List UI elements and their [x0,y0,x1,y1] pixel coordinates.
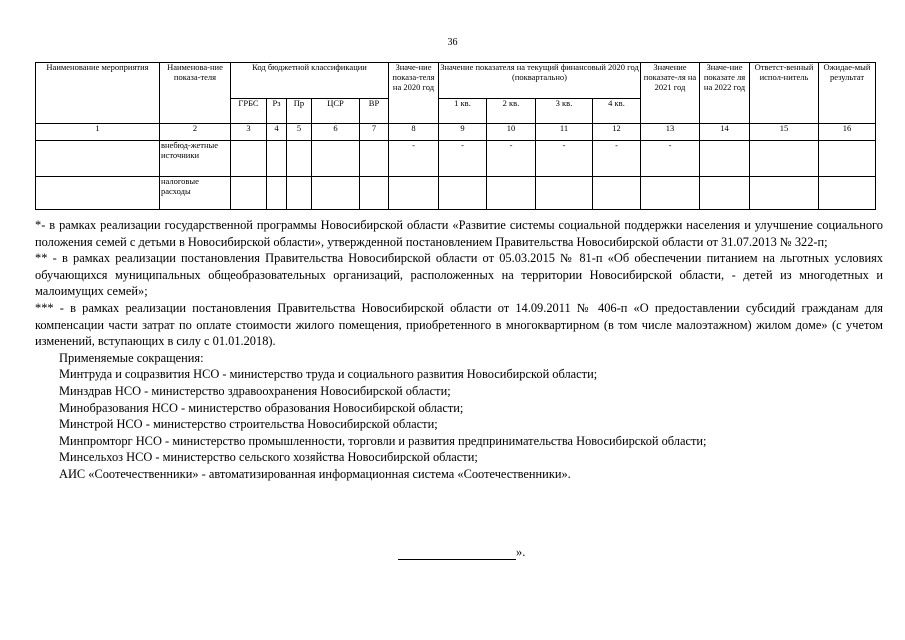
col-num: 4 [267,124,287,141]
col-num: 12 [593,124,641,141]
table-row [36,177,876,210]
header-indicator-name: Наименова-ние показа-теля [160,63,231,124]
subheader-q4: 4 кв. [593,99,641,124]
table-cell [36,141,160,177]
table-cell [641,177,700,210]
table-cell: - [389,141,439,177]
footnote: ** - в рамках реализации постановления Правительства Новосибирской области от 05.03.2015 № 81-п «Об обеспечении питанием на льготных условиях обучающихся муниципальных общеобразовательных организаций, расположенных на территории Новосибирской области, - детей из многодетных и малоимущих семей»; [35,251,883,299]
table-cell: - [487,141,536,177]
col-num: 8 [389,124,439,141]
abbreviation-item: АИС «Соотечественники» - автоматизированная информационная система «Соотечественники». [59,466,571,481]
table-cell [819,177,876,210]
header-current-year: Значение показателя на текущий финансовый 2020 год (поквартально) [439,63,641,99]
table-cell [267,177,287,210]
col-num: 1 [36,124,160,141]
table-row [36,141,876,177]
indicator-table [35,62,876,210]
col-num: 16 [819,124,876,141]
table-cell [536,177,593,210]
row-label: внебюд-жетные источники [160,141,231,177]
col-num: 15 [750,124,819,141]
col-num: 13 [641,124,700,141]
subheader-q1: 1 кв. [439,99,487,124]
subheader-grbs: ГРБС [231,99,267,124]
footnote: *- в рамках реализации государственной программы Новосибирской области «Развитие системы социальной поддержки населения и улучшение социального положения семей с детьми в Новосибирской области», утвержденной постановлением Правительства Новосибирской области от 31.07.2013 № 322-п; [35,218,883,249]
subheader-csr: ЦСР [312,99,360,124]
column-number-row [36,124,876,141]
header-event-name: Наименование мероприятия [36,63,160,124]
table-cell [360,177,389,210]
header-executor: Ответст-венный испол-нитель [750,63,819,124]
col-num: 9 [439,124,487,141]
col-num: 14 [700,124,750,141]
closing-mark [398,545,525,560]
footnotes [35,217,883,483]
abbreviation-item: Минсельхоз НСО - министерство сельского хозяйства Новосибирской области; [59,450,478,465]
abbreviation-item: Минстрой НСО - министерство строительства Новосибирской области; [59,417,438,432]
table-cell [439,177,487,210]
table-cell [750,141,819,177]
header-value-2021: Значение показате-ля на 2021 год [641,63,700,124]
subheader-rz: Рз [267,99,287,124]
table-cell [36,177,160,210]
abbreviation-item: Минпромторг НСО - министерство промышленности, торговли и развития предпринимательства Новосибирской области; [59,433,707,448]
col-num: 5 [287,124,312,141]
col-num: 6 [312,124,360,141]
signature-line [398,547,516,560]
subheader-q2: 2 кв. [487,99,536,124]
table-cell [593,177,641,210]
table-cell [312,177,360,210]
table-cell [360,141,389,177]
table-cell: - [439,141,487,177]
footnote: *** - в рамках реализации постановления Правительства Новосибирской области от 14.09.2011 № 406-п «О предоставлении субсидий гражданам для компенсации части затрат по оплате стоимости жилого помещения, приобретенного в многоквартирном (в том числе малоэтажном) жилом доме» (с учетом изменений, вступающих в силу с 01.01.2018). [35,300,883,349]
table-cell [287,177,312,210]
col-num: 10 [487,124,536,141]
table-cell [700,141,750,177]
table-cell [389,177,439,210]
header-budget-code: Код бюджетной классификации [231,63,389,99]
header-value-2022: Значе-ние показате ля на 2022 год [700,63,750,124]
table-cell [819,141,876,177]
table-cell [231,141,267,177]
row-label: налоговые расходы [160,177,231,210]
table-cell: - [536,141,593,177]
closing-quote: ». [516,545,526,559]
subheader-pr: Пр [287,99,312,124]
abbreviation-item: Минтруда и соцразвития НСО - министерство труда и социального развития Новосибирской области; [59,367,598,382]
table-cell: - [593,141,641,177]
abbreviations-title: Применяемые сокращения: [59,350,204,365]
table-cell [231,177,267,210]
col-num: 11 [536,124,593,141]
col-num: 2 [160,124,231,141]
table-cell [487,177,536,210]
table-cell [312,141,360,177]
table-cell [750,177,819,210]
col-num: 7 [360,124,389,141]
col-num: 3 [231,124,267,141]
header-result: Ожидае-мый результат [819,63,876,124]
table-cell [267,141,287,177]
subheader-q3: 3 кв. [536,99,593,124]
abbreviation-item: Минздрав НСО - министерство здравоохранения Новосибирской области; [59,383,451,398]
subheader-vr: ВР [360,99,389,124]
table-cell [287,141,312,177]
abbreviation-item: Минобразования НСО - министерство образования Новосибирской области; [59,400,464,415]
header-value-2020: Значе-ние показа-теля на 2020 год [389,63,439,124]
table-cell: - [641,141,700,177]
page-number: 36 [447,37,458,48]
table-cell [700,177,750,210]
